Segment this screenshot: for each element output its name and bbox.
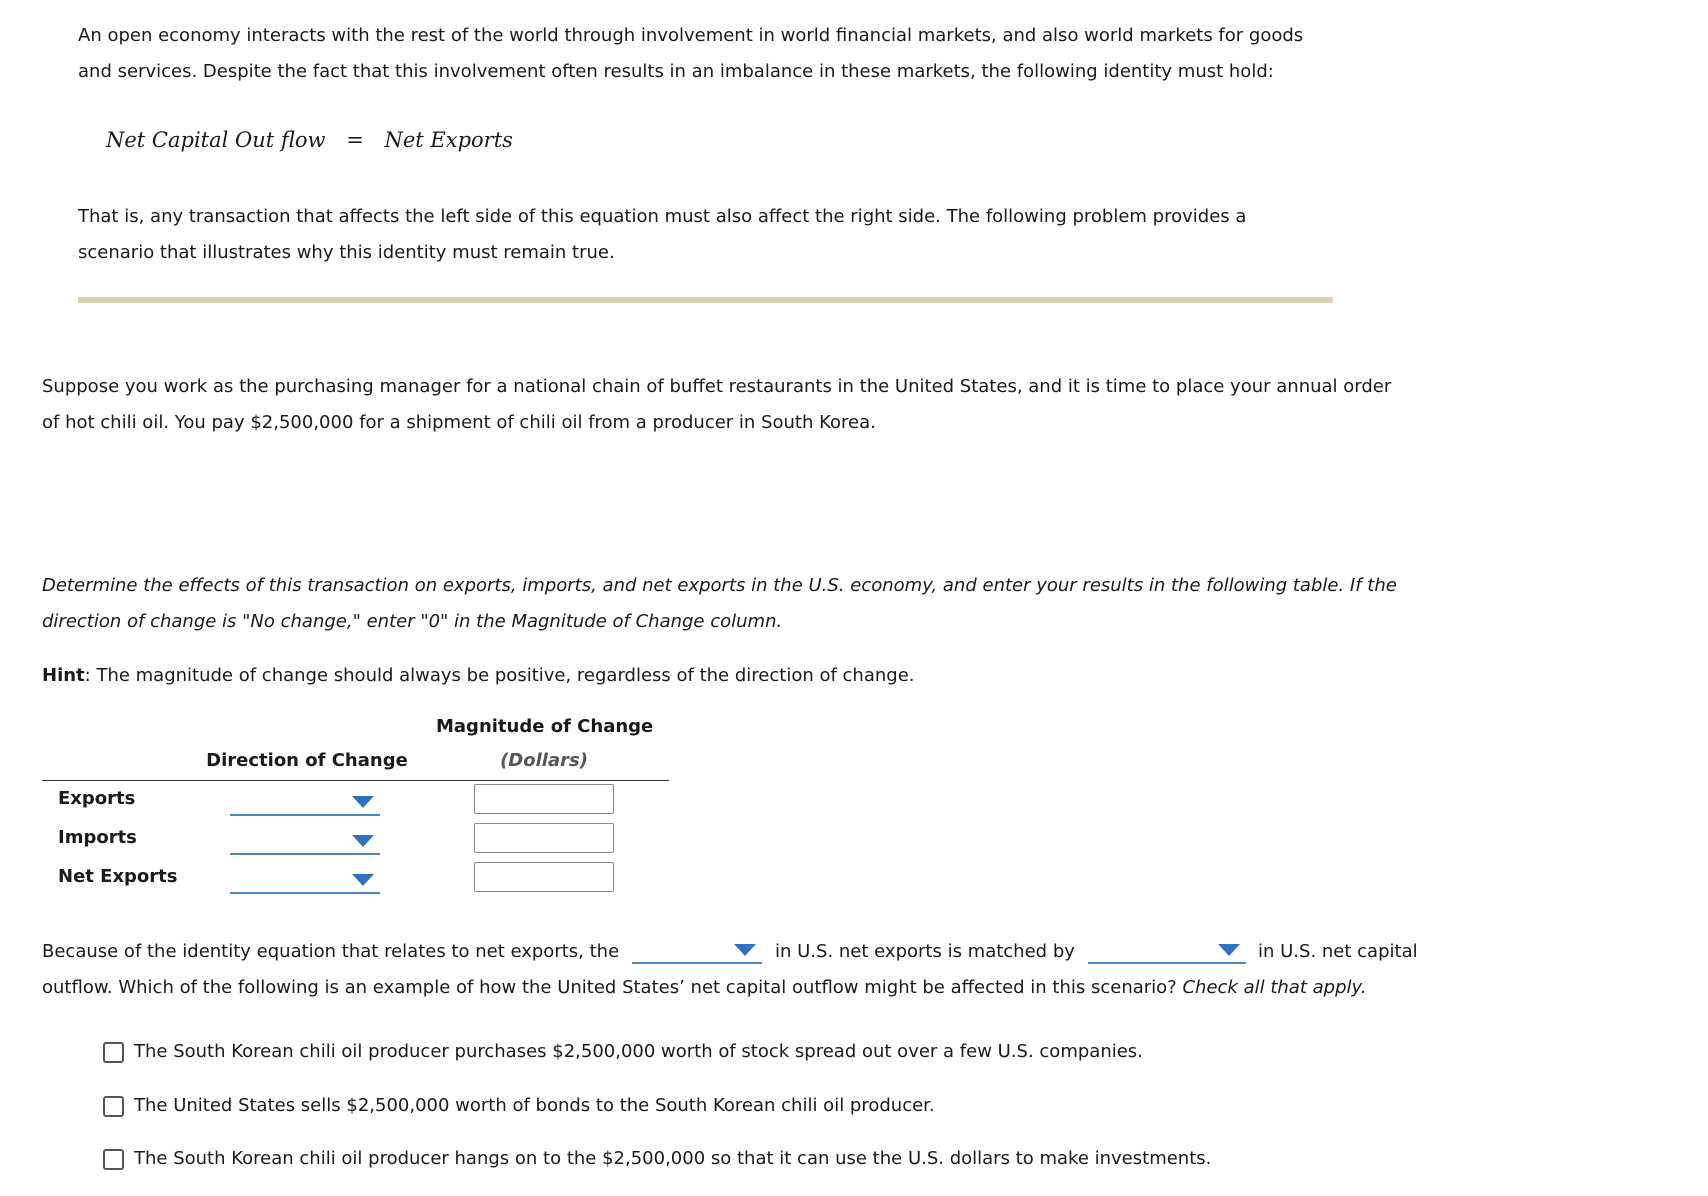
option-1-checkbox[interactable] bbox=[103, 1042, 124, 1063]
identity-question-part-2: in U.S. net exports is matched by bbox=[775, 941, 1075, 962]
equation-right: Net Exports bbox=[384, 128, 513, 152]
identity-dropdown-1[interactable] bbox=[632, 936, 762, 964]
hint-text: : The magnitude of change should always be positive, regardless of the direction of change. bbox=[84, 665, 915, 686]
chevron-down-icon bbox=[734, 944, 756, 956]
scenario-line-1: Suppose you work as the purchasing manager for a national chain of buffet restaurants in the United States, and it is time to place your annual order bbox=[42, 376, 1392, 397]
instructions-line-2: direction of change is "No change," enter "0" in the Magnitude of Change column. bbox=[42, 611, 783, 632]
option-2-checkbox[interactable] bbox=[103, 1096, 124, 1117]
intro-line-1: An open economy interacts with the rest of the world through involvement in world financial markets, and also world markets for goods bbox=[78, 25, 1304, 46]
row-label-exports: Exports bbox=[58, 788, 136, 809]
option-2-label: The United States sells $2,500,000 worth of bonds to the South Korean chili oil producer. bbox=[134, 1095, 935, 1116]
hint bbox=[42, 658, 915, 694]
equation-sign: = bbox=[346, 128, 364, 152]
identity-question-text: outflow. Which of the following is an example of how the United States’ net capital outflow might be affected in this scenario? bbox=[42, 977, 1177, 998]
chevron-down-icon bbox=[1218, 944, 1240, 956]
section-divider bbox=[78, 297, 1333, 303]
intro-line-2: and services. Despite the fact that this involvement often results in an imbalance in these markets, the following identity must hold: bbox=[78, 61, 1274, 82]
equation-left: Net Capital Out flow bbox=[106, 128, 326, 152]
col-header-direction: Direction of Change bbox=[206, 750, 408, 771]
row-label-imports: Imports bbox=[58, 827, 137, 848]
imports-magnitude-input[interactable] bbox=[474, 823, 614, 853]
option-1-label: The South Korean chili oil producer purchases $2,500,000 worth of stock spread out over a few U.S. companies. bbox=[134, 1041, 1143, 1062]
table-header-rule bbox=[42, 780, 669, 781]
net-exports-direction-dropdown[interactable] bbox=[230, 866, 380, 894]
imports-direction-dropdown[interactable] bbox=[230, 827, 380, 855]
chevron-down-icon bbox=[352, 796, 374, 808]
option-3-label: The South Korean chili oil producer hangs on to the $2,500,000 so that it can use the U.S. dollars to make investments. bbox=[134, 1148, 1212, 1169]
instructions-line-1: Determine the effects of this transaction on exports, imports, and net exports in the U.S. economy, and enter your results in the following table. If the bbox=[42, 575, 1397, 596]
option-3-checkbox[interactable] bbox=[103, 1149, 124, 1170]
identity-equation bbox=[106, 128, 513, 152]
identity-question-part-3: in U.S. net capital bbox=[1258, 941, 1418, 962]
chevron-down-icon bbox=[352, 874, 374, 886]
net-exports-magnitude-input[interactable] bbox=[474, 862, 614, 892]
identity-dropdown-2[interactable] bbox=[1088, 936, 1246, 964]
explanation-line-1: That is, any transaction that affects the left side of this equation must also affect the right side. The following problem provides a bbox=[78, 206, 1247, 227]
col-header-magnitude: Magnitude of Change bbox=[436, 716, 654, 737]
scenario-line-2: of hot chili oil. You pay $2,500,000 for a shipment of chili oil from a producer in South Korea. bbox=[42, 412, 876, 433]
exports-magnitude-input[interactable] bbox=[474, 784, 614, 814]
exports-direction-dropdown[interactable] bbox=[230, 788, 380, 816]
hint-label: Hint bbox=[42, 665, 85, 686]
col-header-magnitude-unit: (Dollars) bbox=[500, 750, 588, 771]
identity-question-line-2 bbox=[42, 970, 1366, 1006]
check-all-note: Check all that apply. bbox=[1182, 977, 1367, 998]
identity-question-part-1: Because of the identity equation that relates to net exports, the bbox=[42, 941, 620, 962]
row-label-net-exports: Net Exports bbox=[58, 866, 178, 887]
chevron-down-icon bbox=[352, 835, 374, 847]
explanation-line-2: scenario that illustrates why this identity must remain true. bbox=[78, 242, 615, 263]
